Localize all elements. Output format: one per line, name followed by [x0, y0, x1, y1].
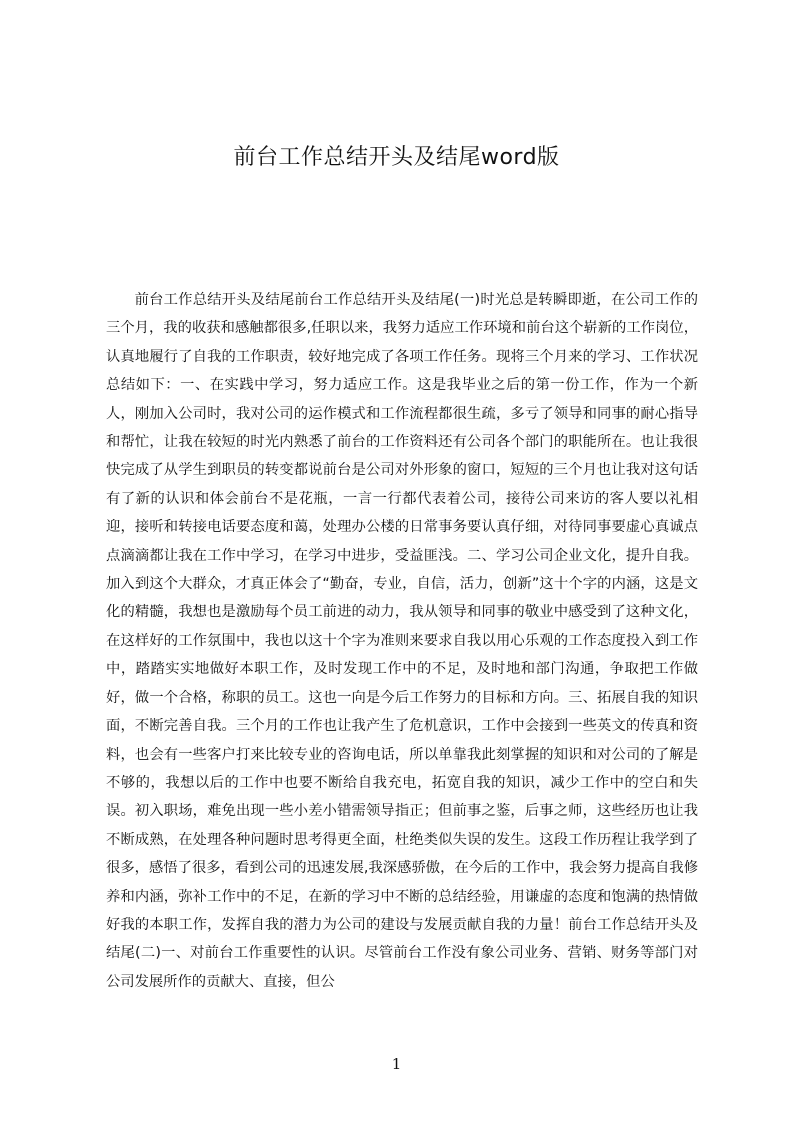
- document-title: 前台工作总结开头及结尾word版: [233, 145, 560, 170]
- body-paragraph: 前台工作总结开头及结尾前台工作总结开头及结尾(一)时光总是转瞬即逝，在公司工作的三个月，我的收获和感触都很多,任职以来，我努力适应工作环境和前台这个崭新的工作岗位，认真地履行了自我的工作职责，较好地完成了各项工作任务。现将三个月来的学习、工作状况总结如下：一、在实践中学习，努力适应工作。这是我毕业之后的第一份工作，作为一个新人，刚加入公司时，我对公司的运作模式和工作流程都很生疏，多亏了领导和同事的耐心指导和帮忙，让我在较短的时光内熟悉了前台的工作资料还有公司各个部门的职能所在。也让我很快完成了从学生到职员的转变都说前台是公司对外形象的窗口，短短的三个月也让我对这句话有了新的认识和体会前台不是花瓶，一言一行都代表着公司，接待公司来访的客人要以礼相迎，接听和转接电话要态度和蔼，处理办公楼的日常事务要认真仔细，对待同事要虚心真诚点点滴滴都让我在工作中学习，在学习中进步，受益匪浅。二、学习公司企业文化，提升自我。加入到这个大群众，才真正体会了“勤奋，专业，自信，活力，创新”这十个字的内涵，这是文化的精髓，我想也是激励每个员工前进的动力，我从领导和同事的敬业中感受到了这种文化，在这样好的工作氛围中，我也以这十个字为准则来要求自我以用心乐观的工作态度投入到工作中，踏踏实实地做好本职工作，及时发现工作中的不足，及时地和部门沟通，争取把工作做好，做一个合格，称职的员工。这也一向是今后工作努力的目标和方向。三、拓展自我的知识面，不断完善自我。三个月的工作也让我产生了危机意识，工作中会接到一些英文的传真和资料，也会有一些客户打来比较专业的咨询电话，所以单靠我此刻掌握的知识和对公司的了解是不够的，我想以后的工作中也要不断给自我充电，拓宽自我的知识，减少工作中的空白和失误。初入职场，难免出现一些小差小错需领导指正；但前事之鉴，后事之师，这些经历也让我不断成熟，在处理各种问题时思考得更全面，杜绝类似失误的发生。这段工作历程让我学到了很多，感悟了很多，看到公司的迅速发展,我深感骄傲，在今后的工作中，我会努力提高自我修养和内涵，弥补工作中的不足，在新的学习中不断的总结经验，用谦虚的态度和饱满的热情做好我的本职工作，发挥自我的潜力为公司的建设与发展贡献自我的力量！前台工作总结开头及结尾(二)一、对前台工作重要性的认识。尽管前台工作没有象公司业务、营销、财务等部门对公司发展所作的贡献大、直接，但公: [106, 292, 698, 990]
- page-number: 1: [391, 1055, 402, 1073]
